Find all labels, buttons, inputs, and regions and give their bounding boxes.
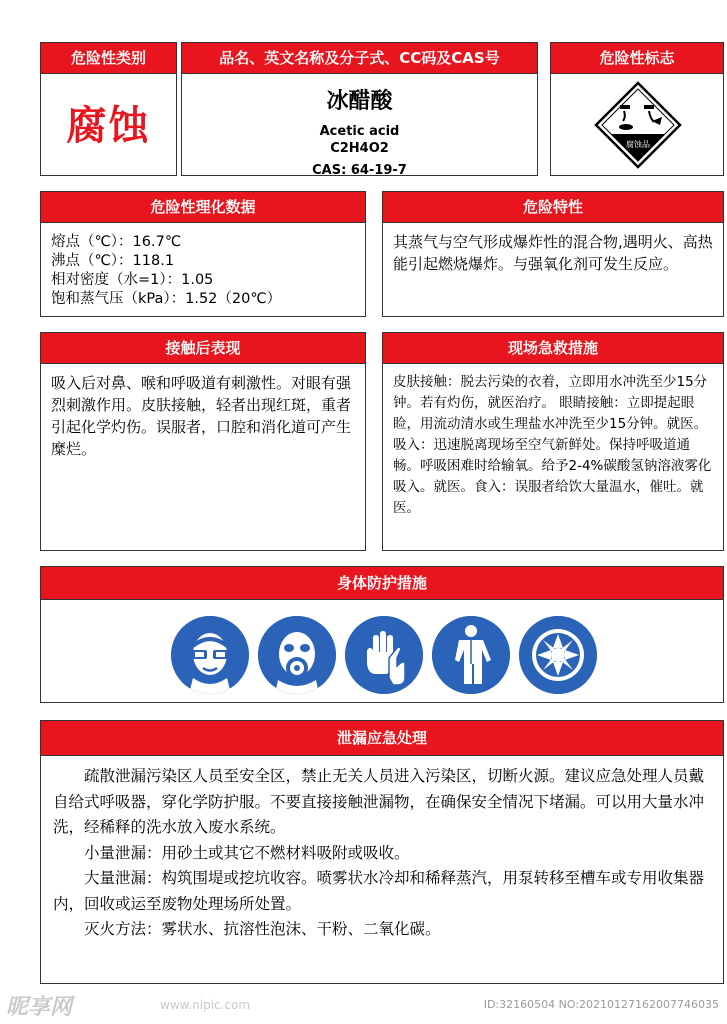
leak-paragraph-general: 疏散泄漏污染区人员至安全区，禁止无关人员进入污染区，切断火源。建议应急处理人员戴自给式呼吸器，穿化学防护服。不要直接接触泄漏物，在确保安全情况下堵漏。可以用大量水冲洗，经稀释的洗水放入废水系统。 (53, 767, 705, 836)
protection-panel (40, 566, 724, 703)
category-panel (40, 42, 177, 176)
gas-mask-icon (258, 616, 336, 694)
respirator-filter-icon (519, 616, 597, 694)
leak-header: 泄漏应急处理 (41, 721, 723, 756)
corrosive-diamond-icon (594, 81, 682, 169)
identity-header: 品名、英文名称及分子式、CC码及CAS号 (182, 43, 537, 74)
melting-point: 熔点（℃）：16.7℃ (51, 234, 182, 250)
hazard-sign-panel (550, 42, 724, 176)
first-aid-panel (382, 332, 724, 551)
image-id: ID:32160504 NO:20210127162007746035 (483, 998, 719, 1011)
chemical-name-en: Acetic acid (319, 124, 400, 139)
watermark-logo: 昵享网 (6, 995, 73, 1020)
leak-paragraph-fire: 灭火方法：雾状水、抗溶性泡沫、干粉、二氧化碳。 (84, 920, 441, 938)
exposure-panel (40, 332, 366, 551)
vapor-pressure: 饱和蒸气压（kPa）：1.52（20℃） (51, 291, 282, 307)
protection-header: 身体防护措施 (41, 567, 723, 600)
first-aid-header: 现场急救措施 (383, 333, 723, 364)
cas-number: CAS: 64-19-7 (312, 163, 407, 178)
identity-panel (181, 42, 538, 176)
safety-goggles-icon (171, 616, 249, 694)
leak-paragraph-small: 小量泄漏：用砂土或其它不燃材料吸附或吸收。 (84, 843, 410, 862)
chemical-name-cn: 冰醋酸 (326, 89, 393, 114)
physchem-header: 危险性理化数据 (41, 192, 365, 223)
exposure-text: 吸入后对鼻、喉和呼吸道有刺激性。对眼有强烈刺激作用。皮肤接触，轻者出现红斑，重者引起化学灼伤。误服者，口腔和消化道可产生糜烂。 (51, 374, 352, 458)
hazard-properties-header: 危险特性 (383, 192, 723, 223)
category-header: 危险性类别 (41, 43, 176, 74)
first-aid-text: 皮肤接触：脱去污染的衣着，立即用水冲洗至少15分钟。若有灼伤，就医治疗。 眼睛接触：立即提起眼睑，用流动清水或生理盐水冲洗至少15分钟。就医。 吸入：迅速脱离现场至空气新鲜处。保持呼吸道通畅。呼吸困难时给输氧。给予2-4%碳酸氢钠溶液雾化吸入。就医。食入：误服者给饮大量温水，催吐。就医。 (393, 374, 712, 516)
hazard-properties-text: 其蒸气与空气形成爆炸性的混合物,遇明火、高热能引起燃烧爆炸。与强氧化剂可发生反应。 (393, 233, 713, 273)
watermark-url: www.nipic.com (160, 998, 251, 1012)
category-value: 腐蚀 (66, 103, 151, 149)
hazard-sign-header: 危险性标志 (551, 43, 723, 74)
boiling-point: 沸点（℃）：118.1 (51, 253, 175, 269)
leak-paragraph-large: 大量泄漏：构筑围堤或挖坑收容。喷雾状水冷却和稀释蒸汽，用泵转移至槽车或专用收集器内，回收或运至废物处理场所处置。 (53, 869, 705, 913)
footer (0, 990, 727, 1024)
protective-gloves-icon (345, 616, 423, 694)
hazard-properties-panel (382, 191, 724, 317)
physchem-panel (40, 191, 366, 317)
hazard-sign-label: 腐蚀品 (626, 140, 650, 149)
protective-suit-icon (432, 616, 510, 694)
chemical-formula: C2H4O2 (330, 141, 389, 156)
relative-density: 相对密度（水=1）：1.05 (51, 272, 214, 288)
exposure-header: 接触后表现 (41, 333, 365, 364)
leak-panel (40, 720, 724, 984)
